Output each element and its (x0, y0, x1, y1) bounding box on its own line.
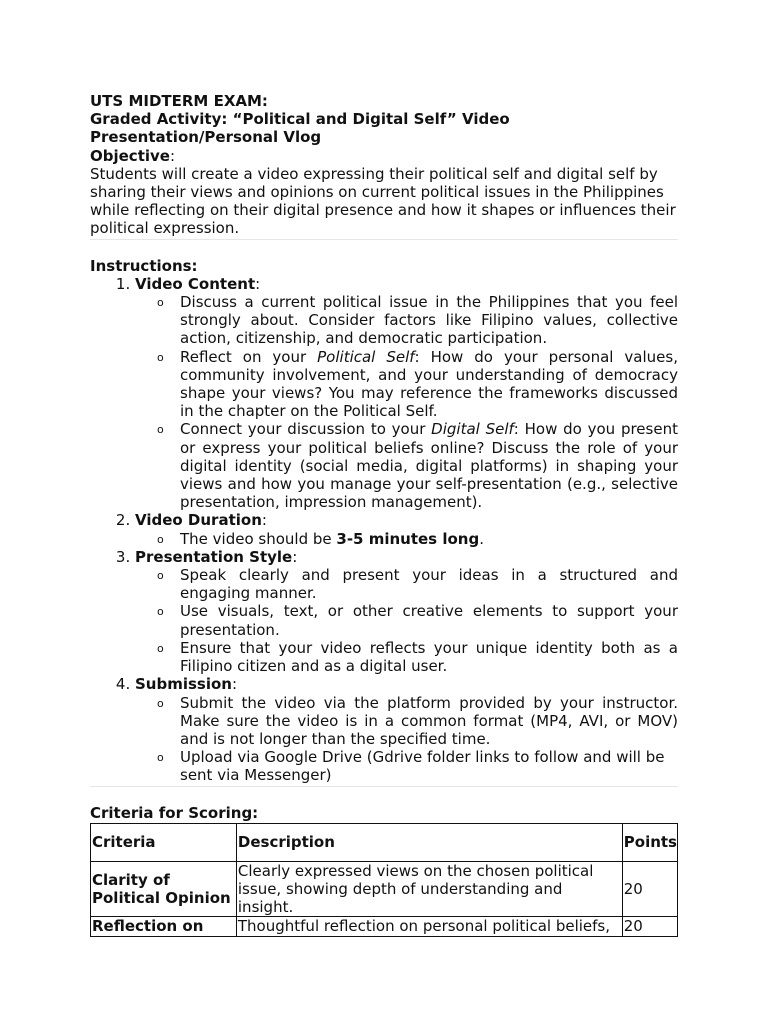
criteria-cell: Reflection on (91, 917, 237, 936)
objective-heading (90, 147, 678, 165)
column-header: Points (622, 823, 677, 861)
exam-title: UTS MIDTERM EXAM: (90, 92, 268, 110)
bullet-item: o Submit the video via the platform provided by your instructor. Make sure the video is in a common format (MP4, AVI, or MOV) and is not longer than the specified time. (180, 694, 678, 749)
objective-label: Objective (90, 146, 170, 165)
instruction-title: Video Content (135, 274, 256, 293)
activity-title-line1: Graded Activity: “Political and Digital Self” Video (90, 110, 510, 129)
bullet-item: o Connect your discussion to your Digital Self: How do you present or express your political beliefs online? Discuss the role of your digital identity (social media, digital platforms) in shaping your views and how you manage your self-presentation (e.g., selective presentation, impression management). (180, 420, 678, 511)
bullet-list (135, 566, 678, 675)
column-header: Description (236, 823, 622, 861)
bullet-item: o Upload via Google Drive (Gdrive folder links to follow and will be sent via Messenger) (180, 748, 678, 784)
activity-title-line2: Presentation/Personal Vlog (90, 128, 322, 147)
bullet-item: o Reflect on your Political Self: How do your personal values, community involvement, and your understanding of democracy shape your views? You may reference the frameworks discussed in the chapter on the Political Self. (180, 348, 678, 421)
criteria-cell: Clarity of Political Opinion (91, 861, 237, 917)
political-self-term: Political Self (317, 347, 415, 366)
instruction-title: Video Duration (135, 511, 262, 530)
bullet-item: o Discuss a current political issue in the Philippines that you feel strongly about. Consider factors like Filipino values, collective action, citizenship, and democratic participation. (180, 293, 678, 348)
digital-self-term: Digital Self (431, 420, 514, 439)
instruction-item-submission: 4. Submission: o Submit the video via the platform provided by your instructor. Make sure the video is in a common format (MP4, AVI, or MOV) and is not longer than the specified time. o Upload via Google Drive (Gdrive folder links to follow and will be sent via Messenger) (135, 675, 678, 784)
criteria-table (90, 823, 678, 937)
bullet-item: o Ensure that your video reflects your unique identity both as a Filipino citizen and as a digital user. (180, 639, 678, 675)
table-row (91, 861, 678, 917)
instructions-heading: Instructions: (90, 256, 198, 275)
instruction-title: Presentation Style (135, 547, 293, 566)
table-row (91, 917, 678, 936)
bullet-item: o Speak clearly and present your ideas in a structured and engaging manner. (180, 566, 678, 602)
duration-value: 3-5 minutes long (336, 529, 480, 548)
bullet-list (135, 530, 678, 548)
points-cell: 20 (622, 861, 677, 917)
bullet-list (135, 694, 678, 785)
column-header: Criteria (91, 823, 237, 861)
table-header-row (91, 823, 678, 861)
bullet-item: o Use visuals, text, or other creative elements to support your presentation. (180, 602, 678, 638)
instruction-title: Submission (135, 675, 232, 694)
bullet-list (135, 293, 678, 511)
description-cell: Clearly expressed views on the chosen political issue, showing depth of understanding and insight. (236, 861, 622, 917)
document-page (90, 92, 678, 937)
instruction-item-video-duration: 2. Video Duration: o The video should be 3-5 minutes long. (135, 511, 678, 547)
instruction-item-presentation-style: 3. Presentation Style: o Speak clearly and present your ideas in a structured and engaging manner. o Use visuals, text, or other creative elements to support your presentation. o Ensure that your video reflects your unique identity both as a Filipino citizen and as a digital user. (135, 548, 678, 675)
points-cell: 20 (622, 917, 677, 936)
activity-title (90, 110, 678, 146)
description-cell: Thoughtful reflection on personal political beliefs, (236, 917, 622, 936)
instructions-list (90, 275, 678, 785)
criteria-heading: Criteria for Scoring: (90, 803, 259, 822)
objective-colon: : (169, 146, 176, 165)
bullet-item: o The video should be 3-5 minutes long. (180, 530, 678, 548)
instruction-item-video-content: 1. Video Content: o Discuss a current political issue in the Philippines that you feel strongly about. Consider factors like Filipino values, collective action, citizenship, and democratic participation. o Reflect on your Political Self: How do your personal values, community involvement, and your understanding of democracy shape your views? You may reference the frameworks discussed in the chapter on the Political Self. o Connect your discussion to your Digital Self: How do you present or express your political beliefs online? Discuss the role of your digital identity (social media, digital platforms) in shaping your views and how you manage your self-presentation (e.g., selective presentation, impression management). (135, 275, 678, 512)
objective-text: Students will create a video expressing their political self and digital self by sharing their views and opinions on current political issues in the Philippines while reflecting on their digital presence and how it shapes or influences their political expression. (90, 164, 676, 238)
